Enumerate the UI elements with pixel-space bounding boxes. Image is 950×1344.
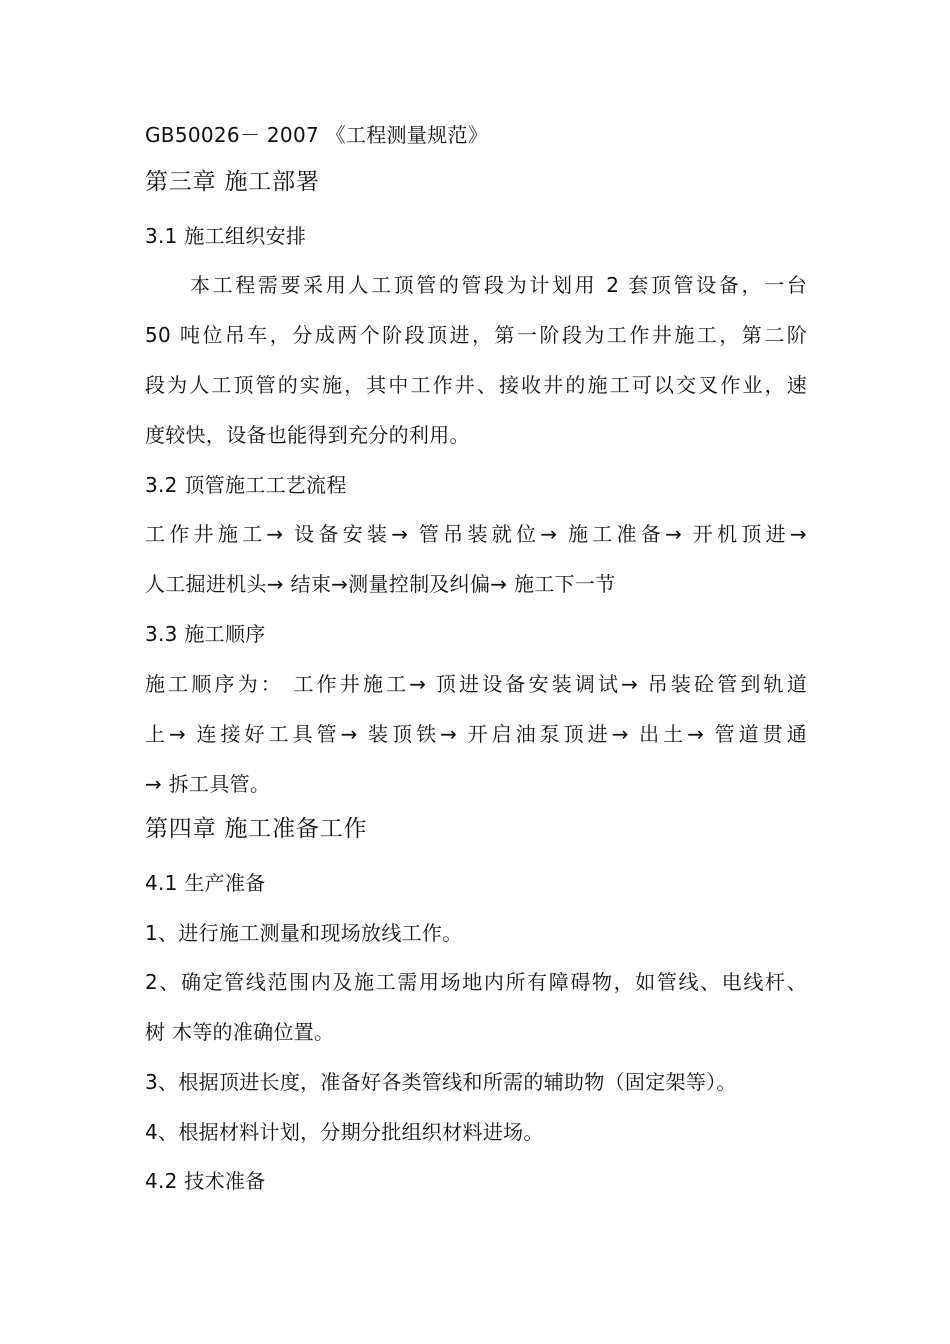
item-4-1-2-continued: 树 木等的准确位置。 <box>145 1020 335 1044</box>
standard-reference: GB50026－ 2007 《工程测量规范》 <box>145 123 489 147</box>
section-4-1-title: 4.1 生产准备 <box>145 871 266 895</box>
section-3-1-title: 3.1 施工组织安排 <box>145 224 307 248</box>
item-4-1-1: 1、进行施工测量和现场放线工作。 <box>145 921 463 945</box>
para-3-1-line-3: 段为人工顶管的实施，其中工作井、接收井的施工可以交叉作业，速 <box>145 373 807 397</box>
para-3-1-line-4: 度较快，设备也能得到充分的利用。 <box>145 423 470 447</box>
order-3-3-line-1: 施工顺序为： 工作井施工→ 顶进设备安装调试→ 吊装砼管到轨道 <box>145 672 807 696</box>
section-3-3-title: 3.3 施工顺序 <box>145 622 266 646</box>
order-3-3-line-3: → 拆工具管。 <box>145 772 271 796</box>
flow-3-2-line-1: 工作井施工→ 设备安装→ 管吊装就位→ 施工准备→ 开机顶进→ <box>145 522 807 546</box>
chapter-3-title: 第三章 施工部署 <box>145 169 320 195</box>
para-3-1-line-1: 本工程需要采用人工顶管的管段为计划用 2 套顶管设备，一台 <box>190 273 807 297</box>
flow-3-2-line-2: 人工掘进机头→ 结束→测量控制及纠偏→ 施工下一节 <box>145 572 616 596</box>
section-4-2-title: 4.2 技术准备 <box>145 1169 266 1193</box>
order-3-3-line-2: 上→ 连接好工具管→ 装顶铁→ 开启油泵顶进→ 出土→ 管道贯通 <box>145 722 807 746</box>
chapter-4-title: 第四章 施工准备工作 <box>145 816 368 842</box>
para-3-1-line-2: 50 吨位吊车，分成两个阶段顶进，第一阶段为工作井施工，第二阶 <box>145 323 807 347</box>
section-3-2-title: 3.2 顶管施工工艺流程 <box>145 473 347 497</box>
item-4-1-3: 3、根据顶进长度，准备好各类管线和所需的辅助物（固定架等）。 <box>145 1070 737 1094</box>
item-4-1-2: 2、确定管线范围内及施工需用场地内所有障碍物，如管线、电线杆、 <box>145 970 807 994</box>
item-4-1-4: 4、根据材料计划，分期分批组织材料进场。 <box>145 1120 544 1144</box>
